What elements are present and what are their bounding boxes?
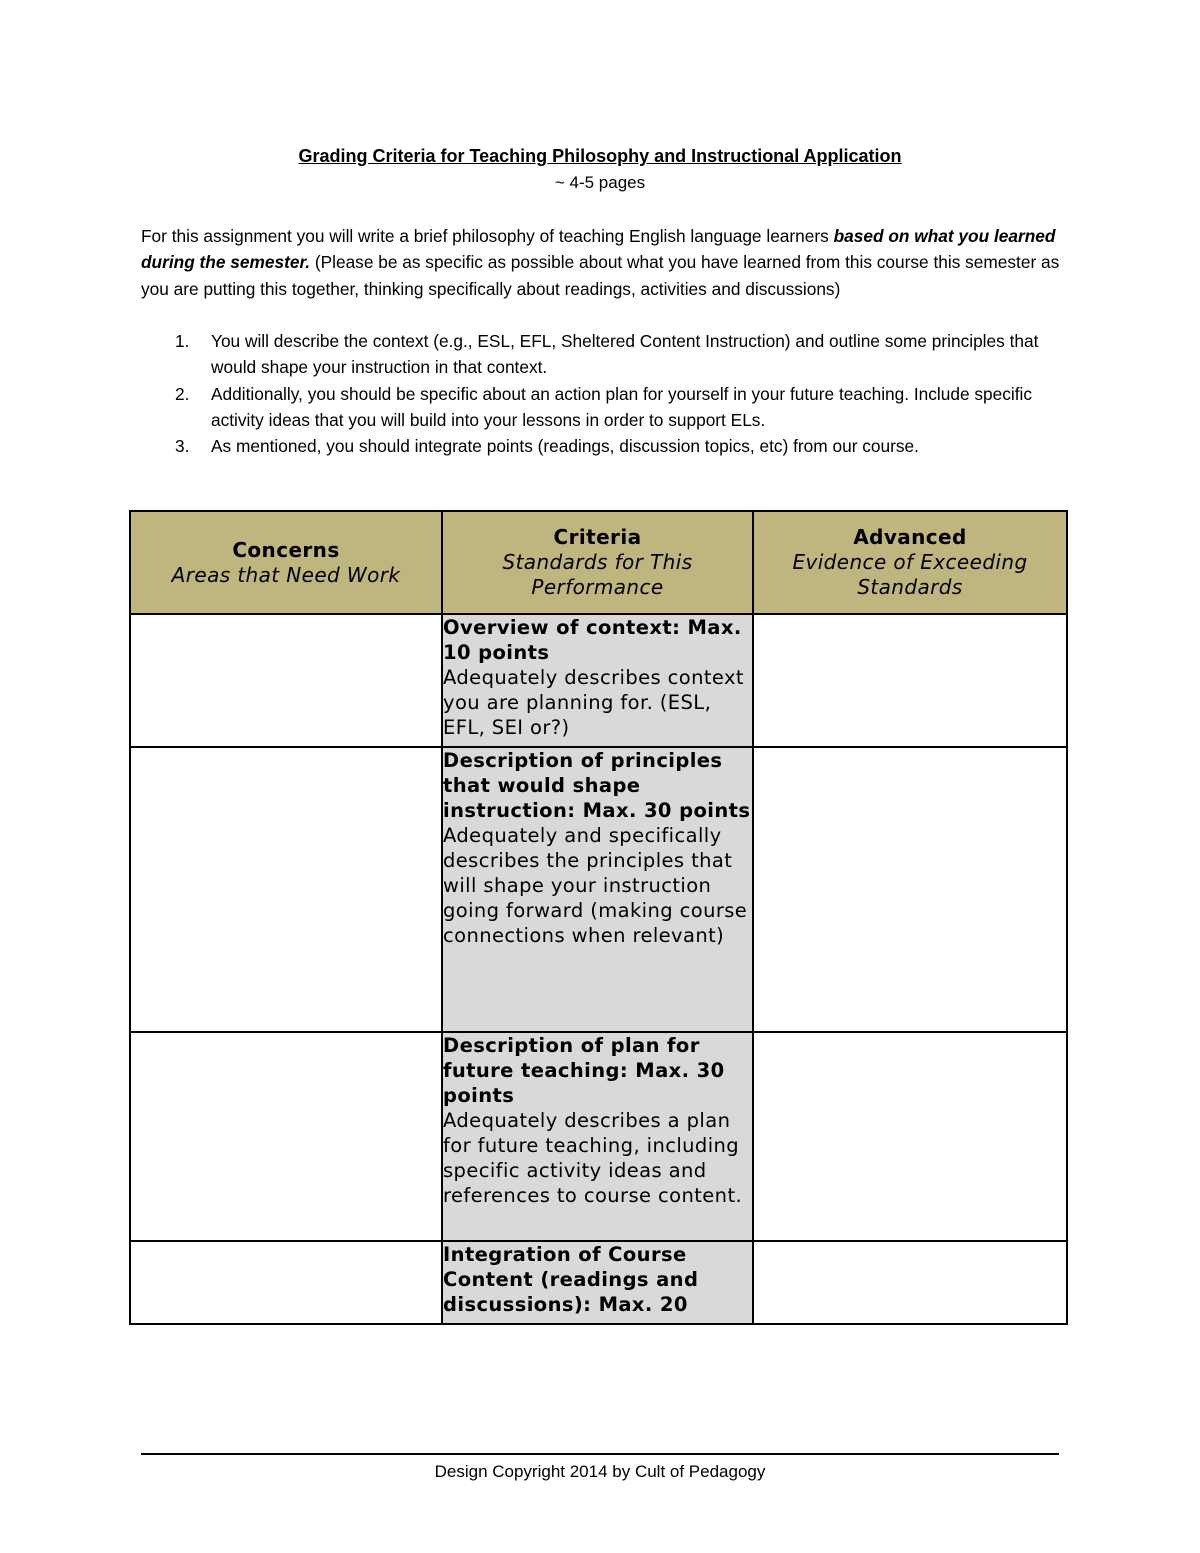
rubric-header-row xyxy=(130,511,1067,614)
footer-divider xyxy=(141,1453,1059,1455)
table-row xyxy=(130,614,1067,747)
table-row xyxy=(130,747,1067,1032)
concerns-cell[interactable] xyxy=(130,614,442,747)
document-subtitle: ~ 4-5 pages xyxy=(554,173,646,192)
list-item-text: You will describe the context (e.g., ESL, EFL, Sheltered Content Instruction) and outline some principles that would shape your instruction in that context. xyxy=(211,331,1039,378)
list-item xyxy=(141,381,1061,434)
criteria-heading: Description of plan for future teaching: Max. 30 points xyxy=(443,1034,725,1107)
header-criteria-title: Criteria xyxy=(553,525,642,549)
list-item-text: Additionally, you should be specific about an action plan for yourself in your future teaching. Include specific activity ideas that you will build into your lessons in order to support ELs. xyxy=(211,383,1033,430)
intro-paragraph xyxy=(141,223,1061,302)
header-criteria xyxy=(442,511,753,614)
criteria-cell xyxy=(442,747,753,1032)
header-advanced-subtitle: Evidence of Exceeding Standards xyxy=(792,550,1028,599)
instructions-list xyxy=(141,328,1061,459)
header-concerns-subtitle: Areas that Need Work xyxy=(171,562,401,587)
list-item-number: 2. xyxy=(175,383,190,404)
advanced-cell[interactable] xyxy=(753,1241,1067,1324)
list-item-number: 3. xyxy=(175,436,190,457)
criteria-cell xyxy=(442,1241,753,1324)
concerns-cell[interactable] xyxy=(130,747,442,1032)
table-row xyxy=(130,1032,1067,1241)
header-concerns xyxy=(130,511,442,614)
concerns-cell[interactable] xyxy=(130,1241,442,1324)
intro-text-part1: For this assignment you will write a brief philosophy of teaching English language learners xyxy=(141,226,834,246)
footer-copyright: Design Copyright 2014 by Cult of Pedagogy xyxy=(434,1462,766,1481)
criteria-cell xyxy=(442,614,753,747)
concerns-cell[interactable] xyxy=(130,1032,442,1241)
table-row xyxy=(130,1241,1067,1324)
header-advanced-title: Advanced xyxy=(853,525,967,549)
criteria-cell xyxy=(442,1032,753,1241)
intro-text-part2: (Please be as specific as possible about what you have learned from this course this semester as you are putting this together, thinking specifically about readings, activities and discussions) xyxy=(141,252,1060,299)
header-concerns-title: Concerns xyxy=(232,537,340,562)
list-item xyxy=(141,328,1061,381)
header-criteria-subtitle: Standards for This Performance xyxy=(502,550,693,599)
advanced-cell[interactable] xyxy=(753,747,1067,1032)
document-title: Grading Criteria for Teaching Philosophy and Instructional Application xyxy=(298,146,902,166)
criteria-heading: Integration of Course Content (readings and discussions): Max. 20 xyxy=(443,1243,699,1316)
rubric-table xyxy=(129,510,1068,1325)
criteria-description: Adequately describes a plan for future teaching, including specific activity ideas and references to course content. xyxy=(443,1109,743,1207)
criteria-heading: Overview of context: Max. 10 points xyxy=(443,616,742,664)
intro-emphasis: based on what you learned during the semester. xyxy=(141,226,1056,273)
criteria-description: Adequately and specifically describes the principles that will shape your instruction going forward (making course connections when relevant) xyxy=(443,824,748,947)
list-item-text: As mentioned, you should integrate points (readings, discussion topics, etc) from our course. xyxy=(211,436,919,457)
list-item-number: 1. xyxy=(175,331,190,351)
advanced-cell[interactable] xyxy=(753,1032,1067,1241)
criteria-heading: Description of principles that would shape instruction: Max. 30 points xyxy=(443,749,751,822)
advanced-cell[interactable] xyxy=(753,614,1067,747)
list-item xyxy=(141,433,1061,459)
header-advanced xyxy=(753,511,1067,614)
criteria-description: Adequately describes context you are planning for. (ESL, EFL, SEI or?) xyxy=(443,666,744,739)
